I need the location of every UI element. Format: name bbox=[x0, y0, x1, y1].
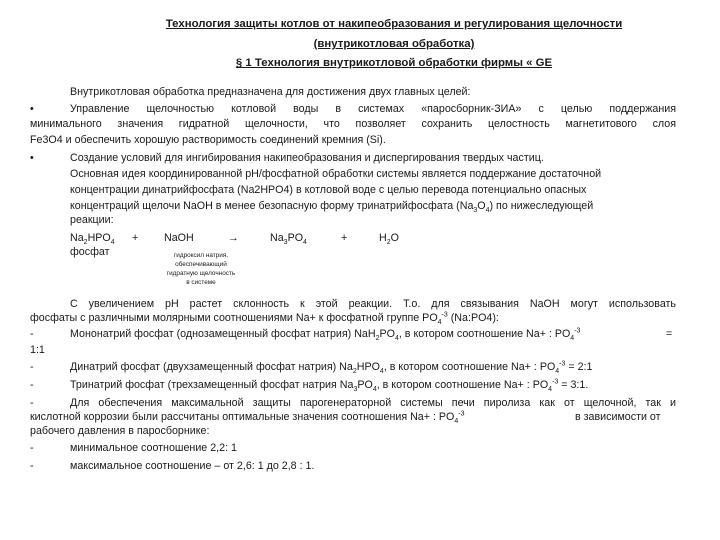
bullet1-line3: Fe3O4 и обеспечить хорошую растворимость соединений кремния (Si). bbox=[30, 134, 386, 146]
list-item-optimization-line2-tail: в зависимости от bbox=[575, 411, 661, 423]
list-item-monosodium: Мононатрий фосфат (однозамещенный фосфат натрия) $NaH_2PO_4$, в котором соотношение Na+ : $PO_4^{-3}$ bbox=[70, 327, 581, 343]
naoh-note: гидроксил натрия, обеспечивающий гидратную щелочность в системе bbox=[166, 252, 236, 286]
list-item-optimization-line3: рабочего давления в паросборнике: bbox=[30, 425, 210, 437]
bullet-marker: • bbox=[30, 103, 34, 115]
list-item-monosodium-ratio: 1:1 bbox=[30, 344, 45, 356]
bullet-marker: • bbox=[30, 152, 34, 164]
list-item-optimization-line1: Для обеспечения максимальной защиты парогенераторной системы печи пиролиза как от щелочной, так и bbox=[70, 397, 676, 409]
dash-marker: - bbox=[30, 328, 34, 340]
list-item-monosodium-tail: = bbox=[666, 328, 673, 340]
idea-line2: концентрации динатрийфосфата (Na2HPO4) в котловой воде с целью перевода потенциально опасных bbox=[70, 184, 587, 196]
document-title-line2: (внутрикотловая обработка) bbox=[313, 38, 475, 50]
document-title-line1: Технология защиты котлов от накипеобразования и регулирования щелочности bbox=[165, 18, 623, 30]
idea-line4: реакции: bbox=[70, 214, 114, 226]
section-title: § 1 Технология внутрикотловой обработки фирмы « GE bbox=[235, 57, 553, 69]
idea-line1: Основная идея координированной рН/фосфатной обработки системы является поддержание достаточной bbox=[70, 168, 602, 180]
plus-sign: + bbox=[132, 232, 139, 244]
dash-marker: - bbox=[30, 460, 34, 472]
list-item-disodium: Динатрий фосфат (двухзамещенный фосфат натрия) $Na_2HPO_4$, в котором соотношение Na+ : $PO_4^{-3}$ = 2:1 bbox=[70, 360, 593, 376]
dash-marker: - bbox=[30, 379, 34, 391]
list-item-trisodium: Тринатрий фосфат (трехзамещенный фосфат натрия $Na_3PO_4$, в котором соотношение Na+ : $PO_4^{-3}$ = 3:1. bbox=[70, 378, 589, 394]
bullet1-line2: минимального значения гидратной щелочности, что позволяет сохранить целостность магнетитового слоя bbox=[30, 118, 676, 130]
reactant-label: фосфат bbox=[70, 246, 110, 258]
list-item-min-ratio: минимальное соотношение 2,2: 1 bbox=[70, 442, 237, 454]
product-na3po4: $Na_3PO_4$ bbox=[270, 232, 307, 247]
plus-sign: + bbox=[341, 232, 348, 244]
list-item-max-ratio: максимальное соотношение – от 2,6: 1 до 2,8 : 1. bbox=[70, 460, 315, 472]
reaction-arrow: → bbox=[228, 232, 239, 244]
ph-line2: фосфаты с различными молярными соотношениями Na+ к фосфатной группе $PO_4^{-3}$ (Na:PO4): bbox=[30, 311, 499, 327]
bullet1-line1: Управление щелочностью котловой воды в системах «паросборник-ЗИА» с целью поддержания bbox=[70, 103, 676, 115]
reactant-na2hpo4: $Na_2HPO_4$ bbox=[70, 232, 115, 247]
dash-marker: - bbox=[30, 361, 34, 373]
list-item-optimization-line2: кислотной коррозии были рассчитаны оптимальные значения соотношения Na+ : $PO_4^{-3}$ bbox=[30, 410, 465, 426]
reactant-naoh: NaOH bbox=[164, 232, 194, 244]
dash-marker: - bbox=[30, 442, 34, 454]
bullet2-line: Создание условий для ингибирования накипеобразования и диспергирования твердых частиц. bbox=[70, 152, 544, 164]
dash-marker: - bbox=[30, 397, 34, 409]
product-h2o: $H_2O$ bbox=[379, 232, 399, 247]
intro-line: Внутрикотловая обработка предназначена для достижения двух главных целей: bbox=[70, 86, 471, 98]
ph-line1: С увеличением рН растет склонность к этой реакции. Т.о. для связывания NaOH могут использовать bbox=[70, 298, 676, 310]
idea-line3: концентраций щелочи NaOH в менее безопасную форму тринатрийфосфата $(Na_3O_4)$ по нижеследующей bbox=[70, 200, 594, 215]
